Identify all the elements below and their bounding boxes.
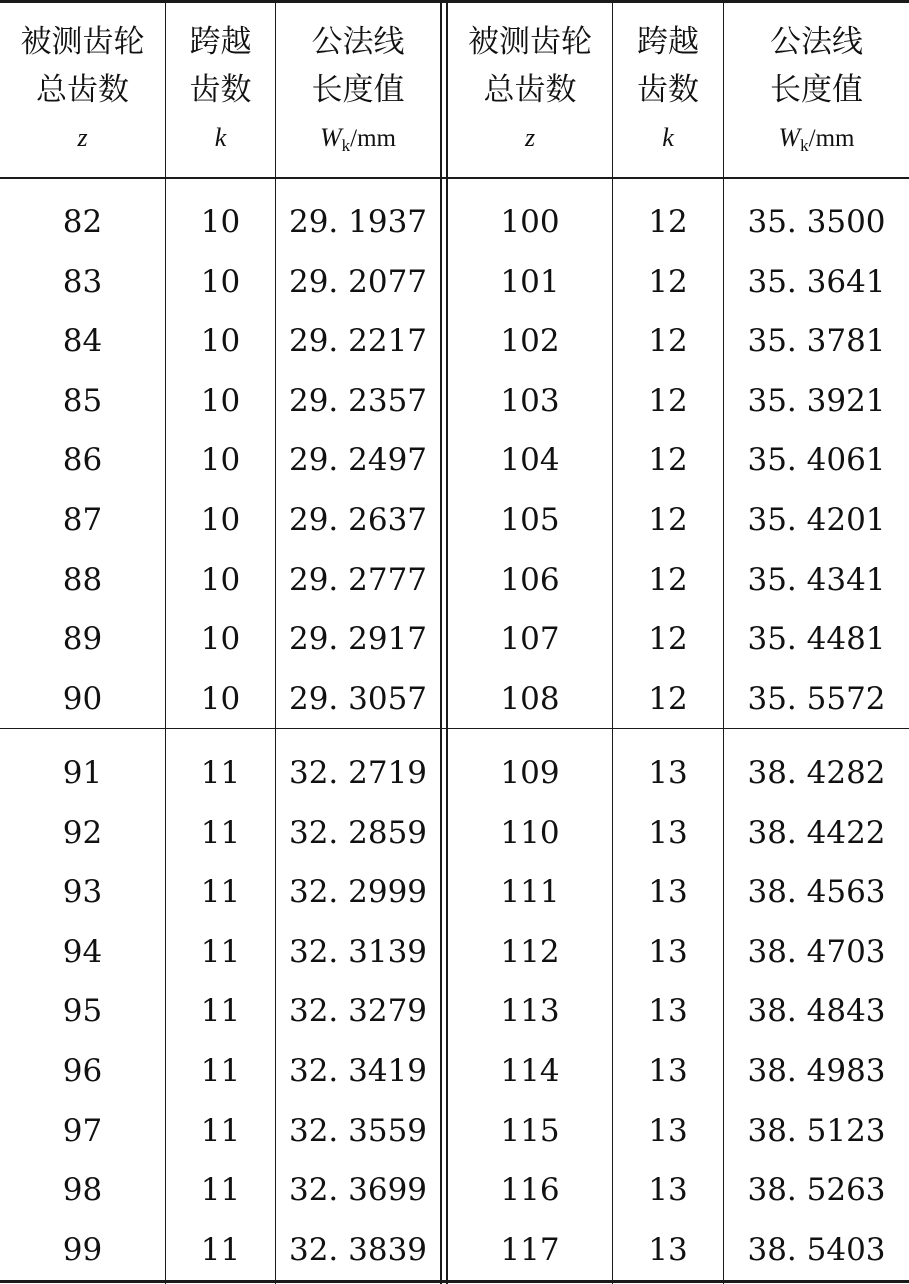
cell-teeth-z: 113 bbox=[500, 993, 560, 1029]
cell-wk-value: 29. 2637 bbox=[288, 502, 428, 538]
header-z-symbol: z bbox=[524, 123, 536, 152]
cell-wk-value: 38. 5403 bbox=[747, 1232, 886, 1268]
cell-teeth-z: 94 bbox=[62, 934, 103, 970]
cell-span-k: 12 bbox=[648, 562, 688, 598]
cell-wk-value: 29. 2077 bbox=[288, 264, 428, 300]
header-w-symbol: $W_k/mm$ bbox=[778, 123, 855, 155]
cell-span-k: 12 bbox=[648, 681, 688, 717]
cell-span-k: 11 bbox=[200, 815, 241, 851]
cell-span-k: 10 bbox=[200, 442, 241, 478]
cell-span-k: 13 bbox=[648, 1053, 688, 1089]
cell-teeth-z: 100 bbox=[500, 204, 560, 240]
cell-wk-value: 32. 3139 bbox=[288, 934, 428, 970]
cell-span-k: 12 bbox=[648, 502, 688, 538]
cell-span-k: 13 bbox=[648, 755, 688, 791]
header-w-symbol: $W_k/mm$ bbox=[319, 123, 396, 155]
cell-teeth-z: 95 bbox=[62, 993, 103, 1029]
cell-teeth-z: 105 bbox=[500, 502, 560, 538]
header-z-line1: 被测齿轮 bbox=[468, 24, 592, 60]
cell-wk-value: 35. 4481 bbox=[747, 621, 886, 657]
cell-wk-value: 38. 4282 bbox=[747, 755, 886, 791]
header-w bbox=[276, 18, 440, 170]
cell-span-k: 12 bbox=[648, 383, 688, 419]
cell-wk-value: 32. 3419 bbox=[288, 1053, 428, 1089]
cell-teeth-z: 88 bbox=[62, 562, 103, 598]
cell-span-k: 13 bbox=[648, 993, 688, 1029]
header-k-line2: 齿数 bbox=[189, 72, 252, 108]
cell-span-k: 10 bbox=[200, 323, 241, 359]
cell-teeth-z: 104 bbox=[500, 442, 560, 478]
cell-teeth-z: 103 bbox=[500, 383, 560, 419]
cell-teeth-z: 92 bbox=[62, 815, 103, 851]
cell-teeth-z: 108 bbox=[500, 681, 560, 717]
cell-span-k: 11 bbox=[200, 1113, 241, 1149]
bottom-rule bbox=[0, 1280, 909, 1283]
header-z-line2: 总齿数 bbox=[36, 72, 129, 108]
top-rule bbox=[0, 0, 909, 3]
cell-teeth-z: 107 bbox=[500, 621, 560, 657]
cell-teeth-z: 114 bbox=[500, 1053, 560, 1089]
cell-span-k: 10 bbox=[200, 681, 241, 717]
header-z bbox=[448, 18, 612, 162]
cell-wk-value: 32. 3559 bbox=[288, 1113, 428, 1149]
header-w-line1: 公法线 bbox=[770, 24, 863, 60]
cell-wk-value: 38. 5123 bbox=[747, 1113, 886, 1149]
cell-teeth-z: 96 bbox=[62, 1053, 103, 1089]
cell-teeth-z: 109 bbox=[500, 755, 560, 791]
cell-wk-value: 32. 2999 bbox=[288, 874, 428, 910]
cell-teeth-z: 85 bbox=[62, 383, 103, 419]
header-w-line2: 长度值 bbox=[311, 72, 405, 108]
cell-wk-value: 35. 4341 bbox=[747, 562, 886, 598]
cell-wk-value: 35. 3641 bbox=[747, 264, 886, 300]
header-k-symbol: k bbox=[662, 123, 674, 152]
cell-teeth-z: 115 bbox=[500, 1113, 560, 1149]
header-k-line1: 跨越 bbox=[637, 24, 699, 60]
cell-span-k: 13 bbox=[648, 1113, 688, 1149]
cell-span-k: 10 bbox=[200, 502, 241, 538]
cell-wk-value: 32. 3839 bbox=[288, 1232, 428, 1268]
header-z-symbol: z bbox=[77, 123, 88, 152]
cell-wk-value: 32. 2859 bbox=[288, 815, 428, 851]
header-z-line2: 总齿数 bbox=[483, 72, 577, 108]
center-double-rule bbox=[440, 0, 442, 1284]
cell-wk-value: 35. 3500 bbox=[747, 204, 886, 240]
group-rule bbox=[0, 728, 909, 729]
cell-wk-value: 32. 3279 bbox=[288, 993, 428, 1029]
cell-wk-value: 38. 4843 bbox=[747, 993, 886, 1029]
cell-span-k: 11 bbox=[200, 874, 241, 910]
cell-span-k: 13 bbox=[648, 1172, 688, 1208]
cell-wk-value: 29. 2777 bbox=[288, 562, 428, 598]
cell-span-k: 12 bbox=[648, 621, 688, 657]
cell-wk-value: 38. 4563 bbox=[747, 874, 886, 910]
header-w-line2: 长度值 bbox=[770, 72, 863, 108]
cell-wk-value: 29. 2917 bbox=[288, 621, 428, 657]
cell-teeth-z: 91 bbox=[62, 755, 103, 791]
cell-wk-value: 29. 2357 bbox=[288, 383, 428, 419]
cell-wk-value: 35. 5572 bbox=[747, 681, 886, 717]
header-k-line1: 跨越 bbox=[189, 24, 252, 60]
cell-wk-value: 29. 3057 bbox=[288, 681, 428, 717]
cell-span-k: 10 bbox=[200, 383, 241, 419]
cell-wk-value: 38. 5263 bbox=[747, 1172, 886, 1208]
cell-wk-value: 29. 1937 bbox=[288, 204, 428, 240]
cell-teeth-z: 82 bbox=[62, 204, 103, 240]
cell-teeth-z: 98 bbox=[62, 1172, 103, 1208]
cell-span-k: 13 bbox=[648, 934, 688, 970]
cell-span-k: 11 bbox=[200, 993, 241, 1029]
cell-teeth-z: 111 bbox=[500, 874, 560, 910]
cell-teeth-z: 86 bbox=[62, 442, 103, 478]
header-z bbox=[0, 18, 165, 162]
cell-teeth-z: 87 bbox=[62, 502, 103, 538]
cell-span-k: 10 bbox=[200, 204, 241, 240]
cell-teeth-z: 83 bbox=[62, 264, 103, 300]
header-k-symbol: k bbox=[214, 123, 227, 152]
cell-teeth-z: 112 bbox=[500, 934, 560, 970]
cell-teeth-z: 110 bbox=[500, 815, 560, 851]
cell-teeth-z: 102 bbox=[500, 323, 560, 359]
cell-wk-value: 35. 3781 bbox=[747, 323, 886, 359]
cell-wk-value: 32. 3699 bbox=[288, 1172, 428, 1208]
cell-teeth-z: 101 bbox=[500, 264, 560, 300]
cell-wk-value: 35. 4201 bbox=[747, 502, 886, 538]
cell-teeth-z: 93 bbox=[62, 874, 103, 910]
cell-teeth-z: 106 bbox=[500, 562, 560, 598]
header-k bbox=[166, 18, 275, 162]
cell-span-k: 12 bbox=[648, 204, 688, 240]
cell-span-k: 11 bbox=[200, 1232, 241, 1268]
header-w bbox=[724, 18, 909, 170]
cell-span-k: 11 bbox=[200, 1172, 241, 1208]
cell-span-k: 10 bbox=[200, 264, 241, 300]
cell-span-k: 13 bbox=[648, 815, 688, 851]
header-w-line1: 公法线 bbox=[311, 24, 405, 60]
cell-wk-value: 38. 4422 bbox=[747, 815, 886, 851]
cell-wk-value: 35. 3921 bbox=[747, 383, 886, 419]
cell-wk-value: 38. 4983 bbox=[747, 1053, 886, 1089]
header-k bbox=[613, 18, 723, 162]
cell-teeth-z: 97 bbox=[62, 1113, 103, 1149]
cell-span-k: 11 bbox=[200, 934, 241, 970]
cell-span-k: 11 bbox=[200, 755, 241, 791]
cell-wk-value: 29. 2217 bbox=[288, 323, 428, 359]
cell-wk-value: 32. 2719 bbox=[288, 755, 428, 791]
cell-span-k: 10 bbox=[200, 562, 241, 598]
header-k-line2: 齿数 bbox=[637, 72, 699, 108]
cell-span-k: 11 bbox=[200, 1053, 241, 1089]
cell-span-k: 10 bbox=[200, 621, 241, 657]
cell-teeth-z: 99 bbox=[62, 1232, 103, 1268]
cell-span-k: 13 bbox=[648, 874, 688, 910]
header-z-line1: 被测齿轮 bbox=[20, 24, 145, 60]
cell-teeth-z: 90 bbox=[62, 681, 103, 717]
cell-teeth-z: 117 bbox=[500, 1232, 560, 1268]
header-rule bbox=[0, 177, 909, 179]
cell-teeth-z: 116 bbox=[500, 1172, 560, 1208]
cell-teeth-z: 89 bbox=[62, 621, 103, 657]
cell-span-k: 12 bbox=[648, 264, 688, 300]
cell-wk-value: 35. 4061 bbox=[747, 442, 886, 478]
cell-span-k: 12 bbox=[648, 442, 688, 478]
cell-wk-value: 38. 4703 bbox=[747, 934, 886, 970]
cell-teeth-z: 84 bbox=[62, 323, 103, 359]
cell-span-k: 13 bbox=[648, 1232, 688, 1268]
cell-wk-value: 29. 2497 bbox=[288, 442, 428, 478]
cell-span-k: 12 bbox=[648, 323, 688, 359]
